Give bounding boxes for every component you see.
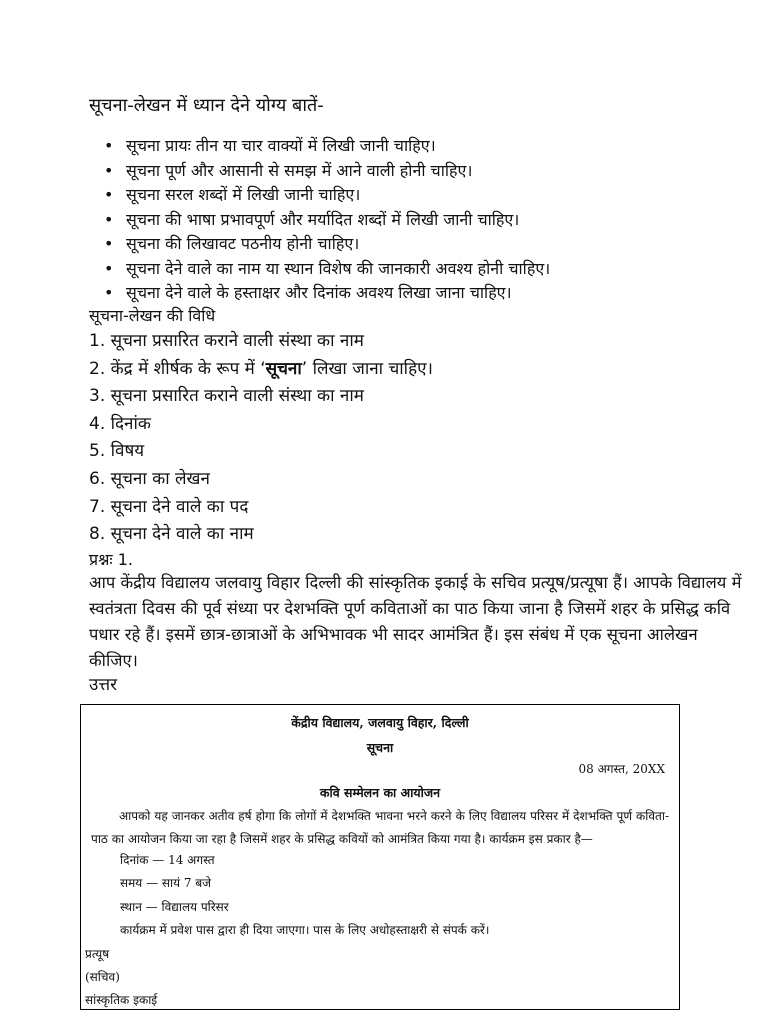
notice-sign-name: प्रत्यूष xyxy=(85,947,110,961)
list-item: 8. सूचना देने वाले का नाम xyxy=(89,524,254,545)
step-bold-text: सूचना xyxy=(265,358,302,379)
list-item: 5. विषय xyxy=(89,441,145,462)
list-item: • सूचना की लिखावट पठनीय होनी चाहिए। xyxy=(104,232,550,257)
notice-sign-unit: सांस्कृतिक इकाई xyxy=(85,993,158,1007)
answer-label: उत्तर xyxy=(89,675,118,695)
method-heading: सूचना-लेखन की विधि xyxy=(89,306,216,325)
list-item: 3. सूचना प्रसारित कराने वाली संस्था का नाम xyxy=(89,386,364,407)
list-item xyxy=(89,356,433,384)
notice-organization: केंद्रीय विद्यालय, जलवायु विहार, दिल्ली xyxy=(291,715,469,730)
notice-time-line: समय — सायं 7 बजे xyxy=(120,876,212,890)
method-steps-list xyxy=(89,328,433,549)
list-item: 4. दिनांक xyxy=(89,413,151,434)
notice-title: सूचना xyxy=(366,740,394,755)
notice-entry-line: कार्यक्रम में प्रवेश पास द्वारा ही दिया जाएगा। पास के लिए अधोहस्ताक्षरी से संपर्क करें। xyxy=(120,923,490,937)
notice-date: 08 अगस्त, 20XX xyxy=(578,762,665,776)
question-text: आप केंद्रीय विद्यालय जलवायु विहार दिल्ली की सांस्कृतिक इकाई के सचिव प्रत्यूष/प्रत्यूषा हैं। आपके विद्यालय में स्वतंत्रता दिवस की पूर्व संध्या पर देशभक्ति पूर्ण कविताओं का पाठ किया जाना है जिसमें शहर के प्रसिद्ध कवि पधार रहे हैं। इसमें छात्र-छात्राओं के अभिभावक भी सादर आमंत्रित हैं। इस संबंध में एक सूचना आलेखन कीजिए। xyxy=(89,573,742,670)
list-item: • सूचना प्रायः तीन या चार वाक्यों में लिखी जानी चाहिए। xyxy=(104,134,550,159)
question-label: प्रश्नः 1. xyxy=(89,550,133,569)
notice-subject: कवि सम्मेलन का आयोजन xyxy=(319,785,441,800)
list-item: 1. सूचना प्रसारित कराने वाली संस्था का नाम xyxy=(89,331,364,351)
list-item: • सूचना पूर्ण और आसानी से समझ में आने वाली होनी चाहिए। xyxy=(104,159,550,184)
step-text: ’ लिखा जाना चाहिए। xyxy=(301,358,433,379)
list-item: • सूचना सरल शब्दों में लिखी जानी चाहिए। xyxy=(104,183,550,208)
list-item: • सूचना की भाषा प्रभावपूर्ण और मर्यादित शब्दों में लिखी जानी चाहिए। xyxy=(104,208,550,233)
list-item: 7. सूचना देने वाले का पद xyxy=(89,496,249,517)
notice-box xyxy=(80,704,680,1010)
step-text: 2. केंद्र में शीर्षक के रूप में ‘ xyxy=(89,358,266,379)
notice-place-line: स्थान — विद्यालय परिसर xyxy=(120,900,229,914)
list-item: 6. सूचना का लेखन xyxy=(89,468,210,489)
guidelines-list xyxy=(104,134,550,306)
notice-date-line: दिनांक — 14 अगस्त xyxy=(120,853,215,867)
notice-body: आपको यह जानकर अतीव हर्ष होगा कि लोगों में देशभक्ति भावना भरने करने के लिए विद्यालय परिसर में देशभक्ति पूर्ण कविता-पाठ का आयोजन किया जा रहा है जिसमें शहर के प्रसिद्ध कवियों को आमंत्रित किया गया है। कार्यक्रम इस प्रकार है— xyxy=(91,809,669,846)
list-item: • सूचना देने वाले का नाम या स्थान विशेष की जानकारी अवश्य होनी चाहिए। xyxy=(104,257,550,282)
section-heading: सूचना-लेखन में ध्यान देने योग्य बातें- xyxy=(89,95,324,116)
list-item: • सूचना देने वाले के हस्ताक्षर और दिनांक अवश्य लिखा जाना चाहिए। xyxy=(104,281,550,306)
notice-sign-post: (सचिव) xyxy=(85,970,120,984)
